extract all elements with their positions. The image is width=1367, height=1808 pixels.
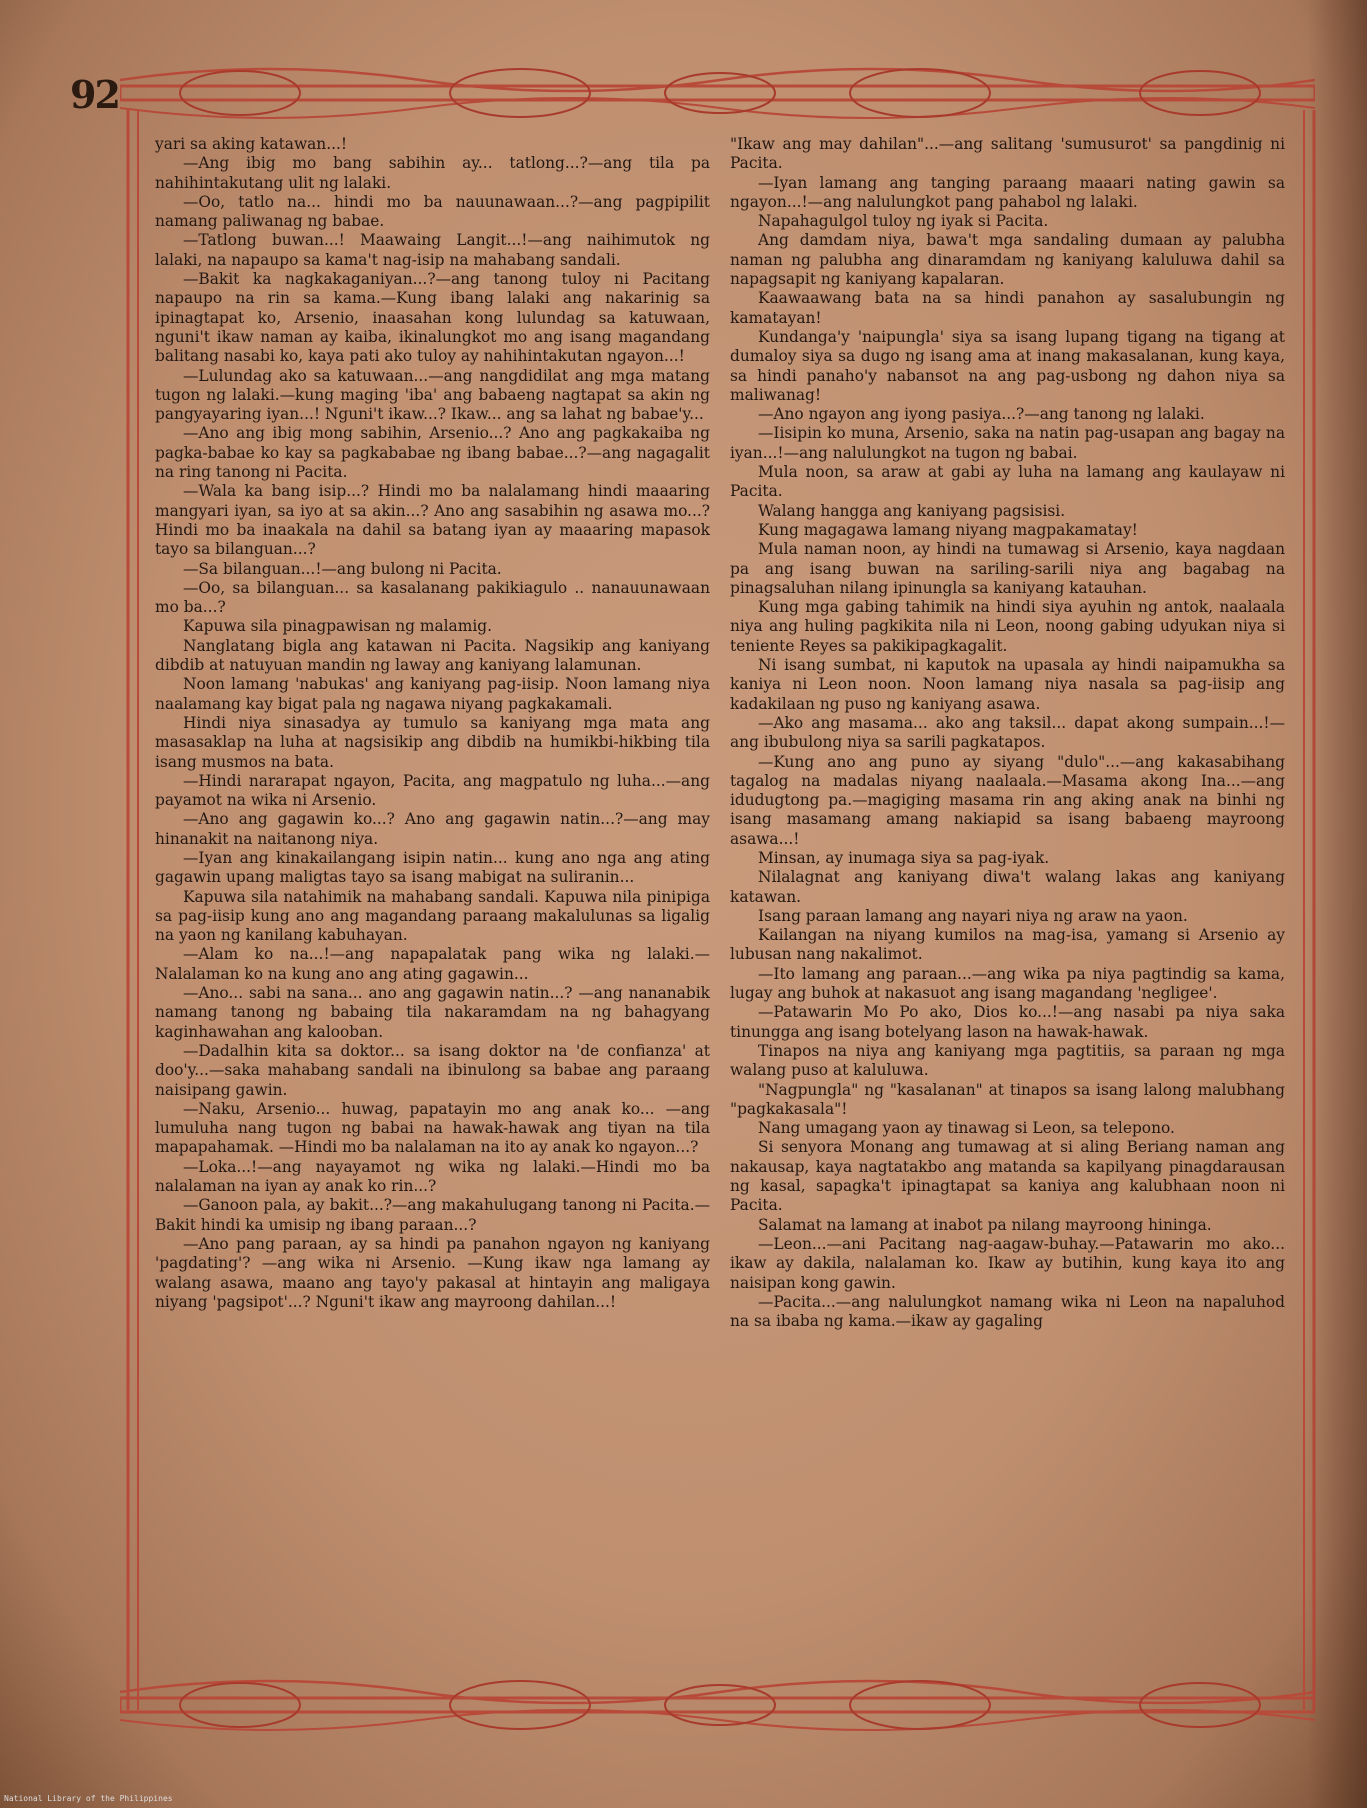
paragraph: —Iisipin ko muna, Arsenio, saka na natin pag-usapan ang bagay na iyan...!—ang nalulungkot na tugon ng babai. bbox=[730, 424, 1285, 462]
paragraph: —Sa bilanguan...!—ang bulong ni Pacita. bbox=[183, 559, 502, 578]
paragraph: —Iyan ang kinakailangang isipin natin... kung ano nga ang ating gagawin upang maligtas tayo sa isang mabigat na suliranin... bbox=[155, 848, 710, 887]
paragraph: —Hindi nararapat ngayon, Pacita, ang magpatulo ng luha...—ang payamot na wika ni Arsenio. bbox=[155, 771, 710, 810]
paragraph: Nang umagang yaon ay tinawag si Leon, sa telepono. bbox=[758, 1119, 1175, 1138]
paragraph: —Oo, tatlo na... hindi mo ba nauunawaan...?—ang pagpipilit namang paliwanag ng babae. bbox=[155, 192, 710, 231]
paragraph: —Ako ang masama... ako ang taksil... dapat akong sumpain...!—ang ibubulong niya sa sarili pagkatapos. bbox=[730, 713, 1285, 752]
paragraph: Kapuwa sila natahimik na mahabang sandali. Kapuwa nila pinipiga sa pag-iisip kung ano ang magandang paraang makalulunas sa ligalig na yaon ng kanilang kabuhayan. bbox=[155, 887, 710, 945]
paragraph: —Iyan lamang ang tanging paraang maaari nating gawin sa ngayon...!—ang nalulungkot pang pahabol ng lalaki. bbox=[730, 173, 1285, 211]
paragraph: —Lulundag ako sa katuwaan...—ang nangdidilat ang mga matang tugon ng lalaki.—kung maging 'iba' ang babaeng nagtapat sa akin ng pangyayaring iyan...! Nguni't ikaw...? Ikaw... ang sa lahat ng babae'y... bbox=[155, 366, 710, 424]
paragraph: —Patawarin Mo Po ako, Dios ko...!—ang nasabi pa niya saka tinungga ang isang botelyang lason na hawak-hawak. bbox=[730, 1003, 1285, 1041]
paragraph: Kung magagawa lamang niyang magpakamatay! bbox=[758, 520, 1138, 539]
ornamental-border-top bbox=[120, 58, 1315, 128]
paragraph: —Ang ibig mo bang sabihin ay... tatlong...?—ang tila pa nahihintakutang ulit ng lalaki. bbox=[155, 154, 710, 192]
paragraph: —Ano ang gagawin ko...? Ano ang gagawin natin...?—ang may hinanakit na naitanong niya. bbox=[155, 810, 710, 848]
paragraph: —Loka...!—ang nayayamot ng wika ng lalaki.—Hindi mo ba nalalaman na iyan ay anak ko rin...? bbox=[155, 1157, 710, 1196]
paragraph: —Alam ko na...!—ang napapalatak pang wika ng lalaki.—Nalalaman ko na kung ano ang ating gagawin... bbox=[155, 945, 710, 983]
paragraph: Salamat na lamang at inabot pa nilang mayroong hininga. bbox=[758, 1215, 1212, 1234]
paragraph: Mula naman noon, ay hindi na tumawag si Arsenio, kaya nagdaan pa ang isang buwan na sariling-sarili niya ang bagabag na pinagsaluhan nilang ipinungla sa kaniyang katauhan. bbox=[730, 540, 1285, 597]
paragraph: —Ano pang paraan, ay sa hindi pa panahon ngayon ng kaniyang 'pagdating'? —ang wika ni Arsenio. —Kung ikaw nga lamang ay walang asawa, maano ang tayo'y pakasal at hintayin ang maligaya niyang 'pagsipot'...? Nguni't ikaw ang mayroong dahilan...! bbox=[155, 1234, 710, 1311]
paragraph: Ang damdam niya, bawa't mga sandaling dumaan ay palubha naman ng palubha ang dinaramdam ng kaniyang kaluluwa dahil sa napagsapit ng kaniyang kapalaran. bbox=[730, 231, 1285, 289]
paragraph: Kailangan na niyang kumilos na mag-isa, yamang si Arsenio ay lubusan nang nakalimot. bbox=[730, 926, 1285, 964]
paragraph: Napahagulgol tuloy ng iyak si Pacita. bbox=[758, 212, 1049, 231]
paragraph: Si senyora Monang ang tumawag at si aling Beriang naman ang nakausap, kaya nagtatakbo ang matanda sa kapilyang pinagdarausan ng kasal, sapagka't ipinagtapat sa kaniya ang kalubhaan noon ni Pacita. bbox=[730, 1138, 1285, 1215]
ornamental-border-left bbox=[120, 110, 146, 1710]
ornamental-border-bottom bbox=[120, 1670, 1315, 1740]
text-column-left bbox=[155, 135, 710, 1312]
paragraph: —Wala ka bang isip...? Hindi mo ba nalalamang hindi maaaring mangyari iyan, sa iyo at sa akin...? Ano ang sasabihin ng asawa mo...? Hindi mo ba inaakala na dahil sa batang iyan ay maaaring mapasok tayo sa bilanguan...? bbox=[155, 482, 710, 559]
paragraph: Hindi niya sinasadya ay tumulo sa kaniyang mga mata ang masasaklap na luha at nagsisikip ang dibdib na humikbi-hikbing tila isang musmos na bata. bbox=[155, 713, 710, 771]
paragraph: —Kung ano ang puno ay siyang "dulo"...—ang kakasabihang tagalog na madalas niyang naalaala.—Masama akong Ina...—ang idudugtong pa.—magiging masama rin ang aking anak na binhi ng isang masamang amang nakiapid sa isang babaeng mayroong asawa...! bbox=[730, 752, 1285, 848]
paragraph: Kundanga'y 'naipungla' siya sa isang lupang tigang na tigang at dumaloy siya sa dugo ng isang ama at inang makasalanan, kung kaya, sa hindi panaho'y nabansot na ang pag-usbong ng dahon niya sa maliwanag! bbox=[730, 327, 1285, 404]
text-column-right bbox=[730, 135, 1285, 1331]
paragraph: —Leon...—ani Pacitang nag-aagaw-buhay.—Patawarin mo ako... ikaw ay dakila, nalalaman ko. Ikaw ay butihin, kung kaya ito ang naisipan kong gawin. bbox=[730, 1234, 1285, 1292]
paragraph: —Ano ngayon ang iyong pasiya...?—ang tanong ng lalaki. bbox=[758, 405, 1205, 424]
paragraph: Minsan, ay inumaga siya sa pag-iyak. bbox=[758, 848, 1050, 867]
paragraph: Nanglatang bigla ang katawan ni Pacita. Nagsikip ang kaniyang dibdib at natuyuan mandin ng laway ang kaniyang lalamunan. bbox=[155, 636, 710, 675]
paragraph: Nilalagnat ang kaniyang diwa't walang lakas ang kaniyang katawan. bbox=[730, 868, 1285, 906]
paragraph: —Pacita...—ang nalulungkot namang wika ni Leon na napaluhod na sa ibaba ng kama.—ikaw ay gagaling bbox=[730, 1292, 1285, 1331]
paragraph: —Dadalhin kita sa doktor... sa isang doktor na 'de confianza' at doo'y...—saka mahabang sandali na ibinulong sa babae ang paraang naisipang gawin. bbox=[155, 1041, 710, 1099]
paragraph: Kung mga gabing tahimik na hindi siya ayuhin ng antok, naalaala niya ang huling pagkikita nila ni Leon, noong gabing udyukan niya si teniente Reyes sa pakikipagkagalit. bbox=[730, 598, 1285, 655]
paragraph: —Ito lamang ang paraan...—ang wika pa niya pagtindig sa kama, lugay ang buhok at nakasuot ang isang magandang 'negligee'. bbox=[730, 964, 1285, 1003]
paragraph: Mula noon, sa araw at gabi ay luha na lamang ang kaulayaw ni Pacita. bbox=[730, 463, 1285, 501]
paragraph: —Naku, Arsenio... huwag, papatayin mo ang anak ko... —ang lumuluha nang tugon ng babai na hawak-hawak ang tiyan na tila mapapahamak. —Hindi mo ba nalalaman na ito ay anak ko ngayon...? bbox=[155, 1099, 710, 1157]
paragraph: —Ano ang ibig mong sabihin, Arsenio...? Ano ang pagkakaiba ng pagka-babae ko kay sa pagkababae ng ibang babae...?—ang nagagalit na ring tanong ni Pacita. bbox=[155, 424, 710, 482]
paragraph: Ni isang sumbat, ni kaputok na upasala ay hindi naipamukha sa kaniya ni Leon noon. Noon lamang niya nasala sa pag-iisip ang kadakilaan ng puso ng kaniyang asawa. bbox=[730, 656, 1285, 713]
paragraph: Tinapos na niya ang kaniyang mga pagtitiis, sa paraan ng mga walang puso at kaluluwa. bbox=[730, 1041, 1285, 1080]
library-credit: National Library of the Philippines bbox=[4, 1794, 173, 1803]
paragraph: "Ikaw ang may dahilan"...—ang salitang 'sumusurot' sa pangdinig ni Pacita. bbox=[730, 135, 1285, 173]
paragraph: "Nagpungla" ng "kasalanan" at tinapos sa isang lalong malubhang "pagkakasala"! bbox=[730, 1080, 1285, 1118]
paragraph: —Tatlong buwan...! Maawaing Langit...!—ang naihimutok ng lalaki, na napaupo sa kama't nag-isip na mahabang sandali. bbox=[155, 231, 710, 269]
paragraph: —Ano... sabi na sana... ano ang gagawin natin...? —ang nananabik namang tanong ng babaing tila nakaramdam na ng bahagyang kaginhawahan ang kalooban. bbox=[155, 984, 710, 1041]
paragraph: Kapuwa sila pinagpawisan ng malamig. bbox=[183, 617, 492, 636]
paragraph: Isang paraan lamang ang nayari niya ng araw na yaon. bbox=[758, 906, 1188, 925]
paragraph: —Oo, sa bilanguan... sa kasalanang pakikiagulo .. nanauunawaan mo ba...? bbox=[155, 578, 710, 617]
page-edge-shadow bbox=[1307, 0, 1367, 1808]
paragraph: —Bakit ka nagkakaganiyan...?—ang tanong tuloy ni Pacitang napaupo na rin sa kama.—Kung ibang lalaki ang nakarinig sa ipinagtapat ko, Arsenio, inaasahan kong lulundag sa katuwaan, nguni't ikaw naman ay kaiba, ikinalungkot mo ang isang magandang balitang nasabi ko, kaya pati ako tuloy ay nahihintakutan ngayon...! bbox=[155, 270, 710, 366]
paragraph: Walang hangga ang kaniyang pagsisisi. bbox=[758, 501, 1066, 520]
page-number: 92 bbox=[70, 72, 119, 117]
paragraph: Kaawaawang bata na sa hindi panahon ay sasalubungin ng kamatayan! bbox=[730, 289, 1285, 327]
paragraph: Noon lamang 'nabukas' ang kaniyang pag-iisip. Noon lamang niya naalamang kay bigat pala ng nagawa niyang pagkakamali. bbox=[155, 675, 710, 713]
paragraph: yari sa aking katawan...! bbox=[155, 135, 348, 153]
paragraph: —Ganoon pala, ay bakit...?—ang makahulugang tanong ni Pacita.—Bakit hindi ka umisip ng ibang paraan...? bbox=[155, 1196, 710, 1234]
